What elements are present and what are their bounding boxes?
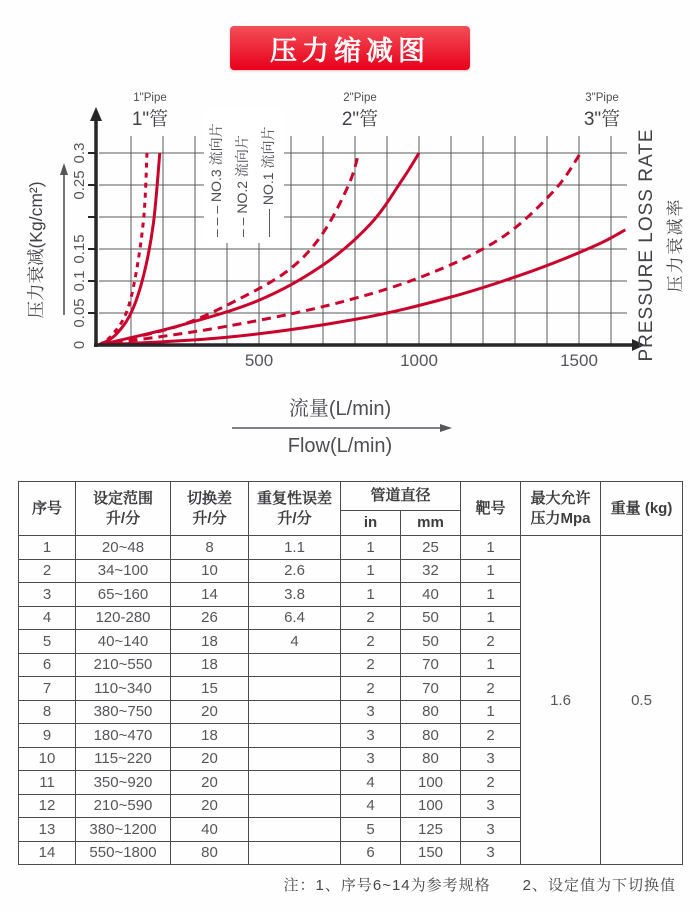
table-cell: 80	[401, 700, 461, 724]
table-cell: 50	[401, 606, 461, 630]
x-axis-title-arrowhead	[440, 424, 452, 432]
table-cell	[249, 653, 341, 677]
spec-table	[18, 481, 683, 865]
table-cell: 4	[249, 630, 341, 654]
y-tick-label: 0.05	[71, 298, 88, 328]
y-axis-title-arrowhead	[60, 163, 68, 175]
table-cell: 1	[461, 536, 521, 560]
col-header-pipe-diameter: 管道直径	[341, 482, 461, 511]
table-cell	[249, 818, 341, 842]
table-cell: 80	[171, 841, 249, 865]
table-cell: 34~100	[76, 559, 171, 583]
table-cell: 20	[171, 747, 249, 771]
table-cell: 110~340	[76, 677, 171, 701]
table-cell: 80	[401, 724, 461, 748]
col-header-seq: 序号	[19, 482, 76, 536]
table-cell: 210~550	[76, 653, 171, 677]
max-pressure-value: 1.6	[521, 536, 601, 865]
table-cell: 3	[461, 747, 521, 771]
chart-legend-background	[204, 107, 284, 243]
table-cell: 2.6	[249, 559, 341, 583]
y-tick-label: 0.3	[71, 142, 88, 164]
table-cell: 14	[19, 841, 76, 865]
table-cell: 3	[461, 841, 521, 865]
table-cell: 5	[19, 630, 76, 654]
table-cell: 210~590	[76, 794, 171, 818]
x-tick-label: 1500	[560, 351, 598, 370]
table-cell: 32	[401, 559, 461, 583]
table-cell: 2	[341, 606, 401, 630]
table-cell: 380~1200	[76, 818, 171, 842]
table-cell: 2	[461, 724, 521, 748]
table-cell: 4	[341, 794, 401, 818]
table-cell: 2	[19, 559, 76, 583]
x-axis-title-en: Flow(L/min)	[287, 435, 393, 457]
page-title: 压力缩减图	[270, 35, 430, 66]
table-cell: 13	[19, 818, 76, 842]
table-cell: 7	[19, 677, 76, 701]
table-cell: 125	[401, 818, 461, 842]
col-header-switch-diff: 切换差 升/分	[171, 482, 249, 536]
table-cell: 40~140	[76, 630, 171, 654]
col-header-repeat-error: 重复性误差 升/分	[249, 482, 341, 536]
table-cell: 6.4	[249, 606, 341, 630]
col-header-mm: mm	[401, 511, 461, 536]
table-row	[19, 536, 683, 560]
table-cell: 1	[341, 583, 401, 607]
table-cell: 40	[171, 818, 249, 842]
table-cell: 3.8	[249, 583, 341, 607]
table-cell: 1	[19, 536, 76, 560]
table-cell: 1	[461, 700, 521, 724]
col-header-weight: 重量 (kg)	[601, 482, 683, 536]
pipe-label-cn: 3"管	[583, 109, 621, 130]
table-cell	[249, 747, 341, 771]
table-cell: 2	[461, 677, 521, 701]
right-label-en: PRESSURE LOSS RATE	[636, 128, 657, 362]
table-cell: 8	[19, 700, 76, 724]
table-cell: 18	[171, 630, 249, 654]
table-cell: 18	[171, 653, 249, 677]
table-cell	[249, 700, 341, 724]
table-cell: 1	[461, 583, 521, 607]
table-cell: 70	[401, 677, 461, 701]
y-axis-arrow	[90, 107, 102, 121]
table-cell: 80	[401, 747, 461, 771]
table-cell: 12	[19, 794, 76, 818]
table-cell: 10	[171, 559, 249, 583]
table-cell: 1	[341, 559, 401, 583]
table-cell: 20	[171, 700, 249, 724]
table-cell	[249, 771, 341, 795]
pipe-label-en: 3"Pipe	[585, 92, 619, 104]
table-cell: 10	[19, 747, 76, 771]
table-cell: 3	[461, 794, 521, 818]
table-cell: 1.1	[249, 536, 341, 560]
table-cell: 25	[401, 536, 461, 560]
table-cell: 550~1800	[76, 841, 171, 865]
chart-grid	[99, 136, 627, 345]
x-tick-label: 500	[244, 351, 274, 370]
pipe-label-cn: 2"管	[341, 109, 379, 130]
table-cell: 1	[461, 606, 521, 630]
table-cell: 6	[341, 841, 401, 865]
table-cell: 6	[19, 653, 76, 677]
x-tick-label: 1000	[400, 351, 438, 370]
pipe-label-en: 2"Pipe	[343, 92, 377, 104]
table-cell: 120-280	[76, 606, 171, 630]
table-cell: 150	[401, 841, 461, 865]
spec-table-body	[19, 536, 683, 865]
table-cell: 115~220	[76, 747, 171, 771]
table-cell: 26	[171, 606, 249, 630]
table-cell: 20	[171, 771, 249, 795]
table-cell: 4	[341, 771, 401, 795]
table-cell: 8	[171, 536, 249, 560]
table-cell	[249, 841, 341, 865]
page-title-banner	[230, 26, 470, 70]
table-cell: 14	[171, 583, 249, 607]
table-cell: 40	[401, 583, 461, 607]
table-cell	[249, 677, 341, 701]
col-header-max-pressure: 最大允许 压力Mpa	[521, 482, 601, 536]
pressure-loss-chart	[0, 85, 700, 463]
table-cell: 100	[401, 794, 461, 818]
table-cell: 2	[461, 771, 521, 795]
y-tick-label: 0.1	[71, 270, 88, 292]
table-cell	[249, 794, 341, 818]
table-cell: 9	[19, 724, 76, 748]
col-header-in: in	[341, 511, 401, 536]
y-tick-label: 0.15	[71, 234, 88, 264]
table-cell: 4	[19, 606, 76, 630]
x-axis-title-cn: 流量(L/min)	[288, 398, 392, 420]
table-cell: 15	[171, 677, 249, 701]
pipe-label-cn: 1"管	[131, 109, 169, 130]
legend-entry: – – – NO.3 流向片	[208, 123, 224, 237]
table-cell: 2	[341, 630, 401, 654]
table-cell: 65~160	[76, 583, 171, 607]
table-cell: 100	[401, 771, 461, 795]
footnote: 注：1、序号6~14为参考规格 2、设定值为下切换值	[283, 877, 676, 894]
right-label-cn: 压力衰减率	[666, 197, 685, 293]
table-cell: 1	[461, 559, 521, 583]
table-cell: 5	[341, 818, 401, 842]
pipe-label-en: 1"Pipe	[133, 92, 167, 104]
table-cell: 20~48	[76, 536, 171, 560]
legend-entry: —— NO.1 流向片	[260, 126, 276, 237]
table-cell: 1	[341, 536, 401, 560]
table-cell: 2	[341, 653, 401, 677]
table-cell: 2	[341, 677, 401, 701]
weight-value: 0.5	[601, 536, 683, 865]
table-cell: 18	[171, 724, 249, 748]
table-cell: 3	[341, 724, 401, 748]
table-cell: 3	[341, 700, 401, 724]
col-header-range: 设定范围 升/分	[76, 482, 171, 536]
table-cell: 1	[461, 653, 521, 677]
y-tick-label: 0	[71, 340, 88, 350]
legend-entry: – – NO.2 流向片	[234, 135, 250, 237]
y-axis-title: 压力衰减(Kg/cm²)	[26, 181, 46, 319]
table-cell: 3	[341, 747, 401, 771]
table-cell: 50	[401, 630, 461, 654]
table-cell: 180~470	[76, 724, 171, 748]
table-cell: 3	[19, 583, 76, 607]
table-cell: 70	[401, 653, 461, 677]
table-cell: 11	[19, 771, 76, 795]
col-header-target: 靶号	[461, 482, 521, 536]
table-cell: 20	[171, 794, 249, 818]
table-cell: 2	[461, 630, 521, 654]
table-cell	[249, 724, 341, 748]
table-cell: 350~920	[76, 771, 171, 795]
spec-table-header	[19, 482, 683, 536]
table-cell: 3	[461, 818, 521, 842]
table-cell: 380~750	[76, 700, 171, 724]
y-tick-label: 0.25	[71, 170, 88, 200]
